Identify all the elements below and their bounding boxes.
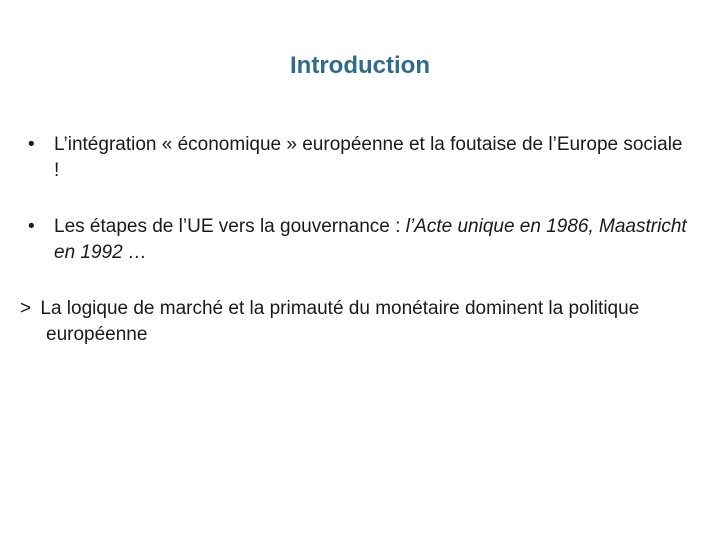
conclusion-line bbox=[20, 296, 688, 348]
bullet-icon: • bbox=[28, 216, 35, 237]
bullet-item-integration bbox=[28, 132, 688, 184]
arrow-marker: > bbox=[20, 298, 32, 319]
slide-title-text: Introduction bbox=[290, 52, 430, 79]
slide-title bbox=[0, 52, 720, 80]
bullet-text: L’intégration « économique » européenne et la foutaise de l’Europe sociale ! bbox=[54, 134, 683, 181]
bullet-text-plain: Les étapes de l’UE vers la gouvernance : bbox=[54, 216, 406, 237]
bullet-text-italic: l’Acte unique en 1986, Maastricht en 1992 … bbox=[54, 216, 687, 263]
conclusion-text: La logique de marché et la primauté du monétaire dominent la politique européenne bbox=[40, 298, 640, 345]
bullet-item-etapes bbox=[28, 214, 688, 266]
bullet-text bbox=[54, 214, 688, 266]
bullet-icon: • bbox=[28, 134, 35, 155]
slide-body bbox=[20, 132, 688, 348]
